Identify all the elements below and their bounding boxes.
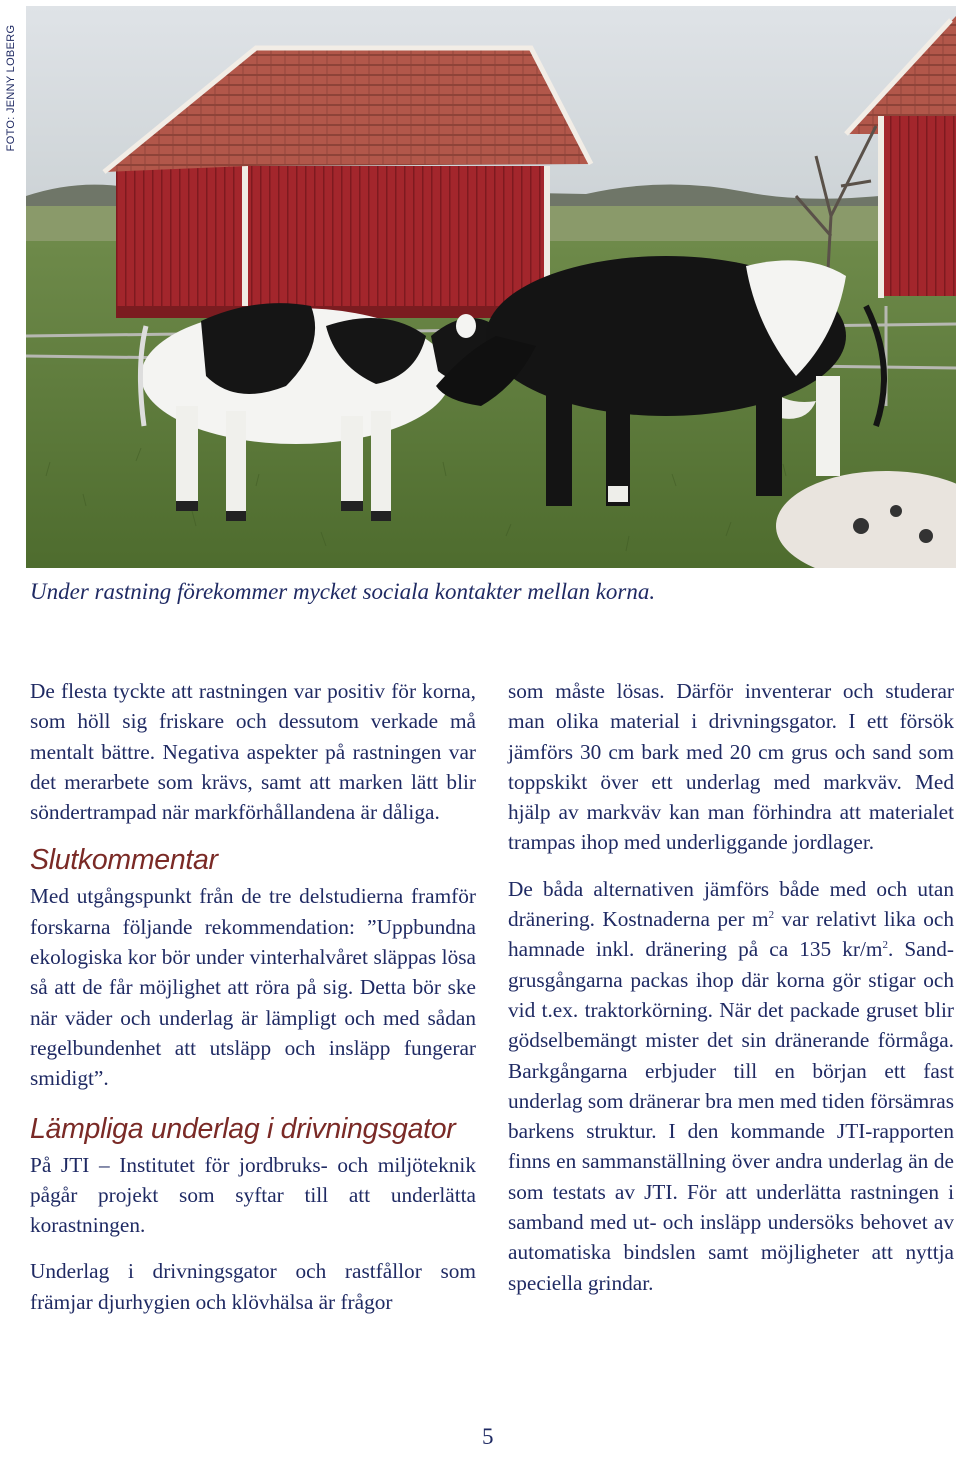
photo-credit-text: FOTO: JENNY LOBERG xyxy=(5,24,17,152)
right-column xyxy=(508,676,954,1298)
text-run: var relativt lika och hamnade inkl. dränering på ca 135 kr/m xyxy=(508,907,954,962)
paragraph-with-superscripts xyxy=(508,874,954,1298)
paragraph: På JTI – Institutet för jordbruks- och miljöteknik pågår projekt som syftar till att underlätta korastningen. xyxy=(30,1152,476,1238)
photo-caption: Under rastning förekommer mycket sociala kontakter mellan korna. xyxy=(30,579,656,604)
paragraph: Underlag i drivningsgator och rastfållor som främjar djurhygien och klövhälsa är frågor xyxy=(30,1259,476,1314)
paragraph: Med utgångspunkt från de tre delstudierna framför forskarna följande rekommendation: ”Uppbundna ekologiska kor bör under vinterhalvåret släppas lösa så att de får möjlighet att röra på sig. Detta bör ske när väder och underlag är lämpligt och med sådan regelbundenhet att utsläpp och insläpp fungerar smidigt”. xyxy=(30,884,476,1091)
left-column xyxy=(30,676,476,1317)
superscript: 2 xyxy=(882,939,888,952)
text-run: . Sand-grusgångarna packas ihop där korna gör stigar och vid t.ex. traktorkörning. När det packade gruset blir gödselbemängt mister det sin dränerande förmåga. Barkgångarna erbjuder till en början ett fast underlag som dränerar bra men med tiden försämras barkens struktur. I den kommande JTI-rapporten finns en sammanställning över andra underlag än de som testats av JTI. För att underlätta rastningen i samband med ut- och insläpp undersöks behovet av automatiska bindslen samt möjligheter att nyttja speciella grindar. xyxy=(508,937,955,1295)
photo-credit xyxy=(0,8,22,168)
cows-photo xyxy=(26,6,956,568)
section-heading-underlag: Lämpliga underlag i drivningsgator xyxy=(30,1112,456,1145)
page-number: 5 xyxy=(482,1424,494,1449)
paragraph: De flesta tyckte att rastningen var positiv för korna, som höll sig friskare och dessutom verkade må mentalt bättre. Negativa aspekter på rastningen var det merarbete som krävs, samt att marken lätt blir söndertrampad när markförhållandena är dåliga. xyxy=(30,679,476,825)
paragraph: som måste lösas. Därför inventerar och studerar man olika material i drivningsgator. I ett försök jämförs 30 cm bark med 20 cm grus och sand som toppskikt över ett underlag med markväv. Med hjälp av markväv kan man förhindra att materialet trampas ihop med underliggande jordlager. xyxy=(508,679,954,855)
text-run: De båda alternativen jämförs både med och utan dränering. Kostnaderna per m xyxy=(508,876,954,932)
section-heading-slutkommentar: Slutkommentar xyxy=(30,844,218,877)
superscript: 2 xyxy=(768,908,775,921)
